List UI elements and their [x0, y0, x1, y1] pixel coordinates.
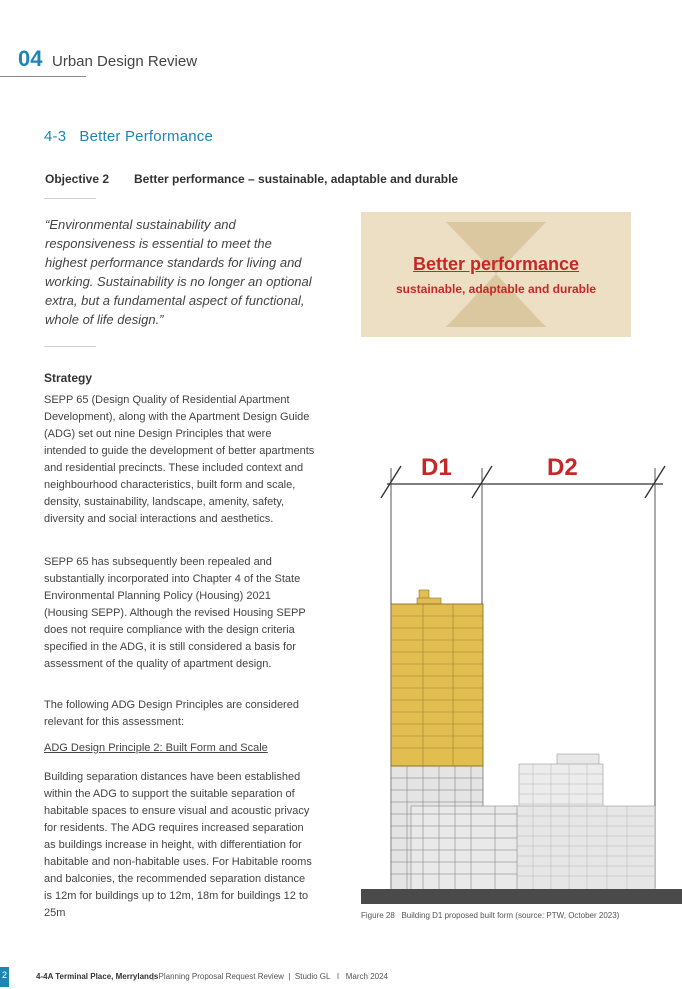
strategy-paragraph-2: SEPP 65 has subsequently been repealed and substantially incorporated into Chapter 4 of the State Environmental Planning Policy (Housing) 2021 (Housing SEPP). Although the revised Housing SEPP does not require compliance with the design criteria specified in the ADG, it is still considered a basis for assessment of the quality of apartment design.	[44, 556, 306, 670]
quote-divider-top	[44, 198, 96, 199]
footer-project: 4-4A Terminal Place, Merrylands	[36, 972, 159, 981]
callout-subtitle: sustainable, adaptable and durable	[395, 282, 597, 296]
building-elevation-figure	[361, 448, 682, 904]
figure-caption: Figure 28 Building D1 proposed built form (source: PTW, October 2023)	[361, 911, 620, 920]
strategy-heading: Strategy	[44, 371, 93, 385]
ground-plane	[361, 889, 682, 904]
neighbouring-buildings	[513, 754, 655, 890]
page-number: 2	[1, 970, 7, 980]
adg-principle-paragraph: Building separation distances have been established within the ADG to support the suitable separation of habitable spaces to ensure visual and acoustic privacy for residents. The ADG requires increased separation as buildings increase in height, with differentiation for habitable and non-habitable uses. For Habitable rooms and balconies, the recommended separation distance is 12m for buildings up to 12m, 18m for buildings 12 to 25m	[44, 771, 312, 919]
proposed-tower-d1	[391, 590, 483, 766]
header-divider	[0, 76, 86, 77]
objective-number: Objective 2	[45, 172, 110, 186]
callout-title: Better performance	[412, 254, 580, 274]
adg-principle-heading: ADG Design Principle 2: Built Form and Scale	[44, 742, 268, 754]
strategy-paragraph-1: SEPP 65 (Design Quality of Residential Apartment Development), along with the Apartment Design Guide (ADG) set out nine Design Principles that were intended to guide the development of better apartments and residential precincts. These included context and neighbourhood characteristics, built form and scale, density, sustainability, landscape, amenity, safety, diversity and social interactions and aesthetics.	[44, 394, 315, 525]
section-title: 4-3 Better Performance	[44, 128, 214, 145]
chapter-number: 04	[18, 46, 43, 71]
label-d2: D2	[547, 454, 578, 481]
chapter-title: Urban Design Review	[52, 53, 198, 70]
better-performance-callout	[361, 212, 631, 337]
quote-divider-bottom	[44, 346, 96, 347]
strategy-paragraph-3: The following ADG Design Principles are considered relevant for this assessment:	[44, 699, 299, 728]
podium-building	[391, 766, 517, 890]
objective-quote: “Environmental sustainability and responsiveness is essential to meet the highest performance standards for living and working. Sustainability is no longer an optional extra, but a fundamental aspect of functional, whole of life design.”	[45, 217, 312, 327]
label-d1: D1	[421, 454, 452, 481]
footer-meta: | Planning Proposal Request Review | Studio GL I March 2024	[152, 972, 388, 981]
objective-title: Better performance – sustainable, adaptable and durable	[134, 172, 459, 186]
